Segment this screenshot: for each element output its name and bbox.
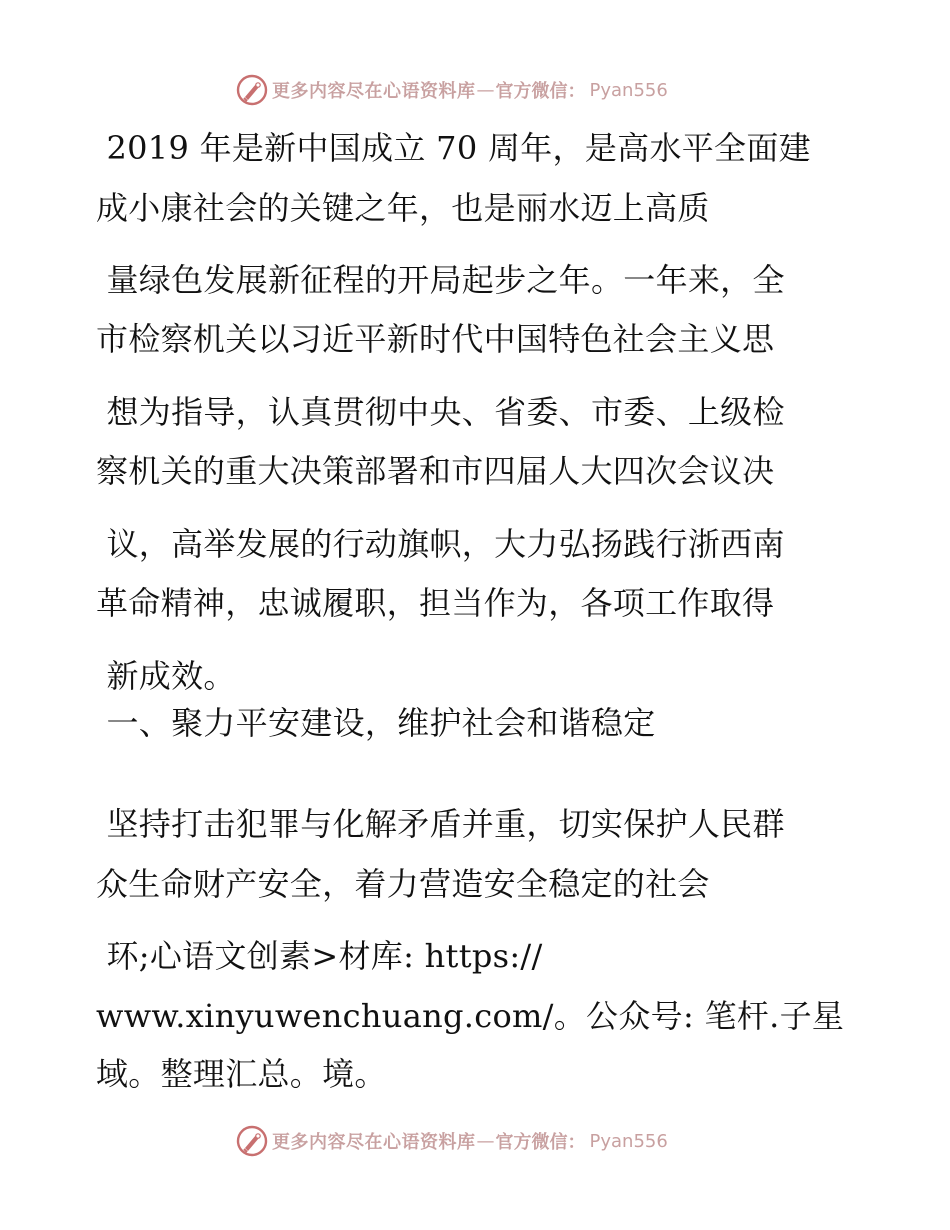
header-watermark-banner [236, 70, 716, 110]
banner-wechat-label: 官方微信： [495, 81, 586, 102]
banner-wechat-label: 官方微信： [495, 1132, 586, 1153]
banner-text: 更多内容尽在心语资料库 [272, 81, 476, 102]
body-line: 革命精神，忠诚履职，担当作为，各项工作取得 [96, 584, 775, 622]
pen-logo-icon [236, 74, 268, 106]
body-line: 众生命财产安全，着力营造安全稳定的社会 [96, 865, 710, 903]
banner-text: 更多内容尽在心语资料库 [272, 1132, 476, 1153]
section-heading: 一、聚力平安建设，维护社会和谐稳定 [96, 704, 656, 742]
banner-dash: — [476, 1130, 495, 1152]
body-line: 域。整理汇总。境。 [96, 1055, 387, 1093]
body-line: 察机关的重大决策部署和市四届人大四次会议决 [96, 452, 775, 490]
banner-wechat-id: Pyan556 [589, 79, 668, 101]
body-line: 坚持打击犯罪与化解矛盾并重，切实保护人民群 [96, 805, 785, 843]
body-line: 成小康社会的关键之年，也是丽水迈上高质 [96, 189, 710, 227]
banner-dash: — [476, 79, 495, 101]
body-line: 环;心语文创素>材库: https:// [96, 937, 543, 975]
pen-logo-icon [236, 1125, 268, 1157]
body-line: 议，高举发展的行动旗帜，大力弘扬践行浙西南 [96, 525, 785, 563]
body-line: 2019 年是新中国成立 70 周年，是高水平全面建 [96, 129, 811, 167]
footer-watermark-banner [236, 1121, 716, 1161]
body-line: 市检察机关以习近平新时代中国特色社会主义思 [96, 320, 775, 358]
body-line: 新成效。 [96, 657, 236, 695]
body-line: 想为指导，认真贯彻中央、省委、市委、上级检 [96, 393, 785, 431]
body-line: 量绿色发展新征程的开局起步之年。一年来，全 [96, 261, 785, 299]
body-line: www.xinyuwenchuang.com/。公众号: 笔杆.子星 [96, 997, 845, 1035]
banner-wechat-id: Pyan556 [589, 1130, 668, 1152]
